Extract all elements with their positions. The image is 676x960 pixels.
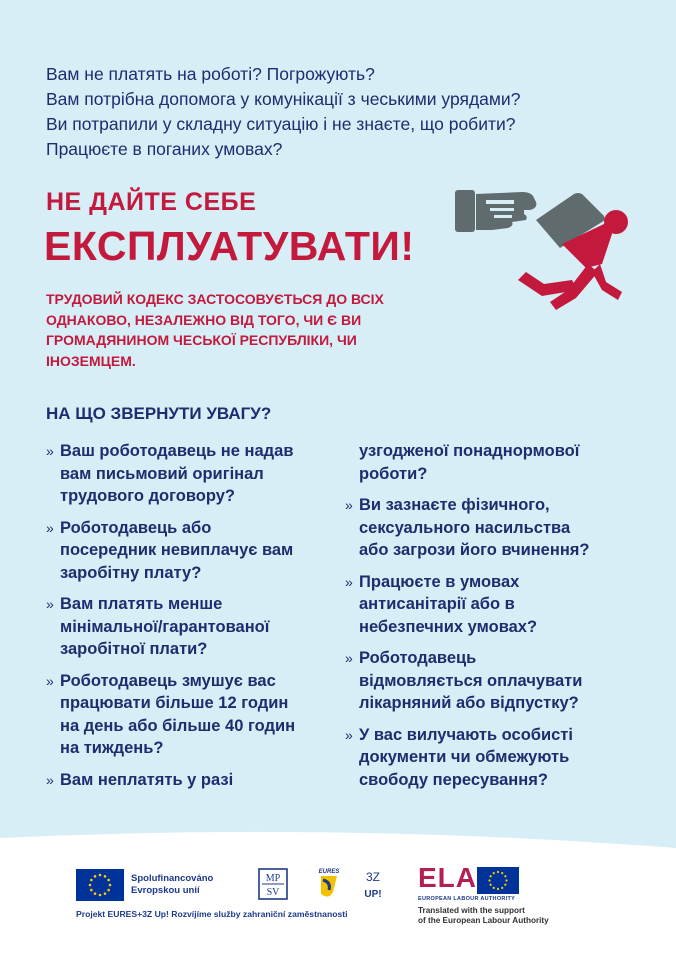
svg-text:SV: SV: [266, 887, 280, 898]
eu-star-icon: [504, 875, 506, 877]
eu-star-icon: [90, 879, 93, 882]
eu-star-icon: [501, 887, 503, 889]
bullet-icon: »: [46, 771, 54, 788]
eu-star-icon: [493, 872, 495, 874]
questions-right-column: [345, 440, 645, 800]
mpsv-logo: [258, 868, 288, 900]
intro-line: Ви потрапили у складну ситуацію і не знаєте, що робити?: [46, 114, 516, 134]
list-item: » Вам платять менше мінімальної/гарантованої заробітної плати?: [46, 595, 270, 658]
eu-star-icon: [107, 879, 110, 882]
eu-star-icon: [94, 875, 97, 878]
list-item: » Працюєте в умовах антисанітарії або в небезпечних умовах?: [345, 572, 538, 636]
list-item-continuation: узгодженої понаднормової роботи?: [359, 442, 580, 483]
questions-title: НА ЩО ЗВЕРНУТИ УВАГУ?: [46, 404, 272, 423]
eu-flag-icon: [76, 869, 124, 901]
headline-line-2: ЕКСПЛУАТУВАТИ!: [44, 223, 415, 269]
intro-line: Вам потрібна допомога у комунікації з чеськими урядами?: [46, 89, 521, 109]
list-item: » Роботодавець змушує вас працювати більше 12 годин на день або більше 40 годин на тиждень?: [46, 671, 296, 757]
eu-star-icon: [99, 894, 102, 897]
ela-eu-flag-icon: [477, 867, 519, 894]
list-item: » Вам неплатять у разі: [46, 769, 346, 792]
bullet-icon: »: [345, 573, 353, 590]
bullet-icon: »: [46, 596, 54, 612]
eu-star-icon: [493, 887, 495, 889]
bullet-icon: »: [345, 650, 353, 666]
lead-paragraph: [46, 289, 466, 371]
eu-star-icon: [505, 879, 507, 881]
eu-star-icon: [490, 884, 492, 886]
eu-star-icon: [104, 892, 107, 895]
eu-star-icon: [497, 871, 499, 873]
svg-text:MP: MP: [265, 873, 281, 884]
eu-star-icon: [504, 884, 506, 886]
headline-line-1: НЕ ДАЙТЕ СЕБЕ: [46, 188, 257, 216]
ela-translated-text: Translated with the support of the European Labour Authority: [418, 906, 549, 925]
list-item: » Ваш роботодавець не надав вам письмовий оригінал трудового договору?: [46, 442, 294, 505]
lead-line: ТРУДОВИЙ КОДЕКС ЗАСТОСОВУЄТЬСЯ ДО ВСІХ: [46, 291, 384, 307]
eu-star-icon: [90, 889, 93, 892]
eu-star-icon: [107, 889, 110, 892]
list-item: » Роботодавець або посередник невиплачує вам заробітну плату?: [46, 518, 294, 582]
eu-star-icon: [490, 875, 492, 877]
eu-star-icon: [501, 872, 503, 874]
pressing-hand-icon: [455, 190, 536, 232]
svg-text:3Z: 3Z: [365, 870, 381, 884]
svg-text:UP!: UP!: [364, 889, 382, 900]
list-item: » Роботодавець відмовляється оплачувати лікарняний або відпустку?: [345, 649, 583, 712]
project-text: Projekt EURES+3Z Up! Rozvíjíme služby zahraniční zaměstnanosti: [76, 909, 348, 919]
ela-full-name: EUROPEAN LABOUR AUTHORITY: [418, 896, 516, 902]
questions-left-column: [46, 440, 346, 800]
list-item: » У вас вилучають особисті документи чи обмежують свободу пересування?: [345, 725, 573, 789]
bullet-icon: »: [46, 443, 54, 459]
bullet-icon: »: [46, 519, 54, 536]
lead-line: ІНОЗЕМЦЕМ.: [46, 352, 136, 369]
bullet-icon: »: [345, 726, 353, 743]
cofinanced-text: Spolufinancováno Evropskou unií: [131, 873, 214, 896]
intro-questions: [46, 62, 646, 162]
exploitation-illustration: [452, 180, 642, 330]
eures-logo: [311, 866, 347, 902]
eu-star-icon: [109, 884, 112, 887]
bullet-icon: »: [345, 497, 353, 513]
list-item: » Ви зазнаєте фізичного, сексуального насильства або загрози його вчинення?: [345, 496, 590, 559]
lead-line: ОДНАКОВО, НЕЗАЛЕЖНО ВІД ТОГО, ЧИ Є ВИ: [46, 311, 362, 328]
eu-star-icon: [89, 884, 92, 887]
ela-logo: ELA: [418, 862, 477, 893]
eu-star-icon: [94, 892, 97, 895]
svg-text:EURES: EURES: [318, 869, 340, 875]
bullet-icon: »: [46, 672, 54, 689]
intro-line: Працюєте в поганих умовах?: [46, 139, 283, 159]
eu-star-icon: [104, 875, 107, 878]
intro-line: Вам не платять на роботі? Погрожують?: [46, 64, 375, 84]
eu-star-icon: [99, 874, 102, 877]
eu-star-icon: [497, 888, 499, 890]
lead-line: ГРОМАДЯНИНОМ ЧЕСЬКОЇ РЕСПУБЛІКИ, ЧИ: [46, 332, 357, 348]
3z-up-logo: [362, 868, 384, 902]
eu-star-icon: [488, 879, 490, 881]
